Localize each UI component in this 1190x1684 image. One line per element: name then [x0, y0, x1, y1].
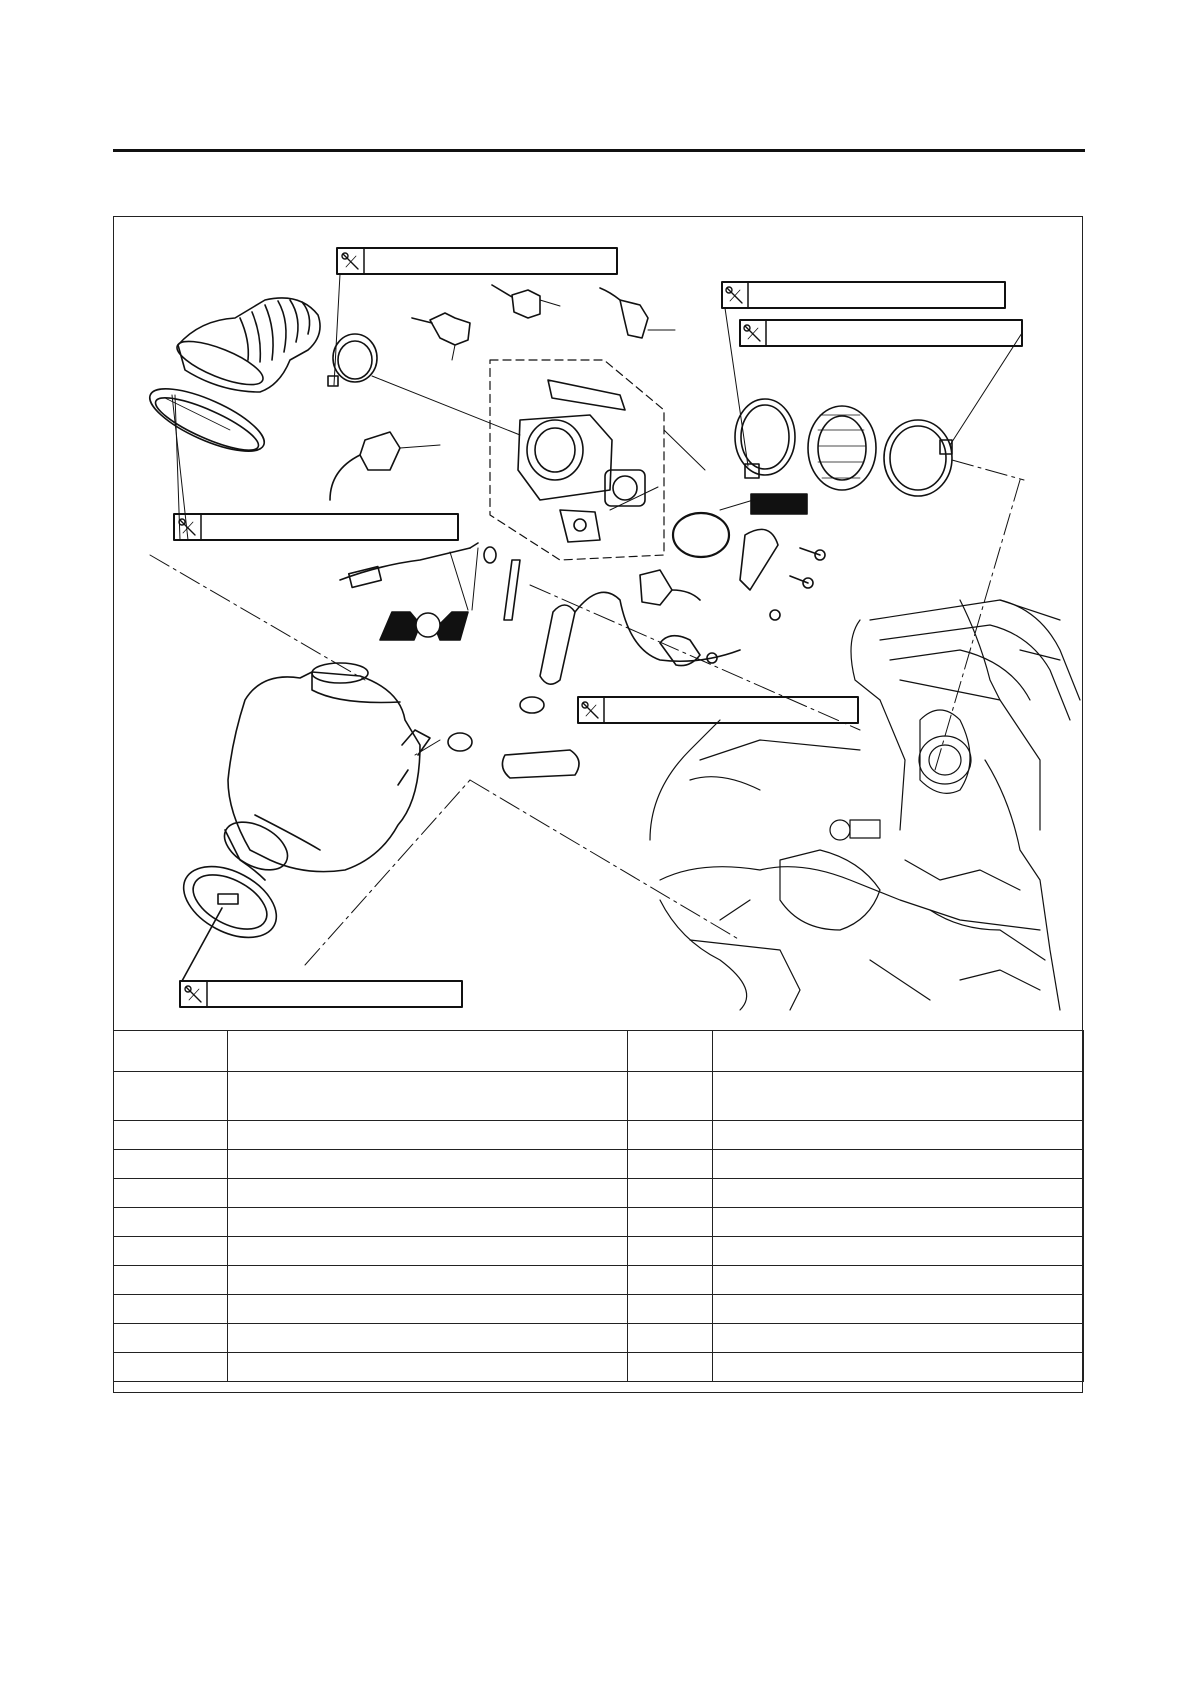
- table-cell: [114, 1121, 228, 1150]
- sensor-connector-a: [412, 313, 470, 360]
- parts-list-table: [113, 1030, 1084, 1382]
- torque-label-box-2: [722, 282, 1005, 308]
- table-cell: [114, 1179, 228, 1208]
- table-cell: [713, 1237, 1084, 1266]
- table-cell: [713, 1150, 1084, 1179]
- hose-clamp-mid: [448, 697, 544, 751]
- throttle-cover: [740, 529, 825, 620]
- torque-label-box-3: [740, 320, 1022, 346]
- table-cell: [713, 1179, 1084, 1208]
- table-cell: [228, 1295, 628, 1324]
- table-row: [114, 1121, 1084, 1150]
- table-cell: [114, 1208, 228, 1237]
- table-cell: [228, 1324, 628, 1353]
- temperature-sensor: [640, 570, 700, 605]
- table-cell: [228, 1208, 628, 1237]
- table-row: [114, 1237, 1084, 1266]
- torque-label-box-4: [174, 514, 458, 540]
- table-cell: [228, 1121, 628, 1150]
- table-cell: [628, 1266, 713, 1295]
- table-cell: [628, 1208, 713, 1237]
- air-box-outlet-clamp: [172, 852, 288, 952]
- table-row: [114, 1072, 1084, 1121]
- table-cell: [713, 1353, 1084, 1382]
- vent-tube: [504, 560, 520, 620]
- table-cell: [713, 1121, 1084, 1150]
- table-row: [114, 1179, 1084, 1208]
- table-row: [114, 1353, 1084, 1382]
- table-row: [114, 1150, 1084, 1179]
- air-intake-duct: [172, 298, 320, 393]
- table-cell: [628, 1237, 713, 1266]
- table-cell: [114, 1295, 228, 1324]
- table-cell: [114, 1237, 228, 1266]
- table-row: [114, 1208, 1084, 1237]
- table-cell: [713, 1072, 1084, 1121]
- table-cell: [713, 1295, 1084, 1324]
- sensor-connector-c: [600, 288, 675, 338]
- table-cell: [628, 1150, 713, 1179]
- throttle-cable: [340, 543, 496, 610]
- torque-label-box-5: [578, 697, 858, 723]
- table-header-cell: [228, 1031, 628, 1072]
- joint-clamp-right: [884, 420, 952, 496]
- throttle-body-joint: [808, 406, 876, 490]
- table-cell: [628, 1353, 713, 1382]
- table-cell: [628, 1295, 713, 1324]
- table-cell: [628, 1324, 713, 1353]
- grease-applicator-icon: [380, 612, 468, 640]
- table-cell: [228, 1150, 628, 1179]
- breather-hose: [502, 750, 579, 778]
- table-cell: [628, 1121, 713, 1150]
- table-cell: [628, 1179, 713, 1208]
- table-cell: [228, 1266, 628, 1295]
- torque-label-box-1: [337, 248, 617, 274]
- table-row: [114, 1324, 1084, 1353]
- table-cell: [114, 1150, 228, 1179]
- table-header-cell: [114, 1031, 228, 1072]
- table-cell: [114, 1072, 228, 1121]
- table-cell: [228, 1072, 628, 1121]
- table-cell: [114, 1266, 228, 1295]
- torque-label-box-6: [180, 981, 462, 1007]
- table-cell: [228, 1237, 628, 1266]
- table-cell: [228, 1353, 628, 1382]
- new-part-badge: [751, 494, 807, 514]
- injector-connector: [330, 432, 440, 500]
- table-cell: [228, 1179, 628, 1208]
- hose-clamp-large: [142, 377, 272, 464]
- table-header-cell: [713, 1031, 1084, 1072]
- o-ring: [673, 513, 729, 557]
- table-row: [114, 1295, 1084, 1324]
- table-cell: [713, 1266, 1084, 1295]
- table-row: [114, 1266, 1084, 1295]
- table-cell: [114, 1324, 228, 1353]
- table-header-row: [114, 1031, 1084, 1072]
- hose-clamp-small: [328, 274, 377, 386]
- sensor-connector-b: [492, 285, 560, 318]
- table-cell: [628, 1072, 713, 1121]
- coolant-hose: [540, 592, 740, 684]
- throttle-body: [490, 360, 664, 560]
- table-header-cell: [628, 1031, 713, 1072]
- table-cell: [114, 1353, 228, 1382]
- table-cell: [713, 1324, 1084, 1353]
- table-cell: [713, 1208, 1084, 1237]
- air-filter-case: [225, 663, 430, 880]
